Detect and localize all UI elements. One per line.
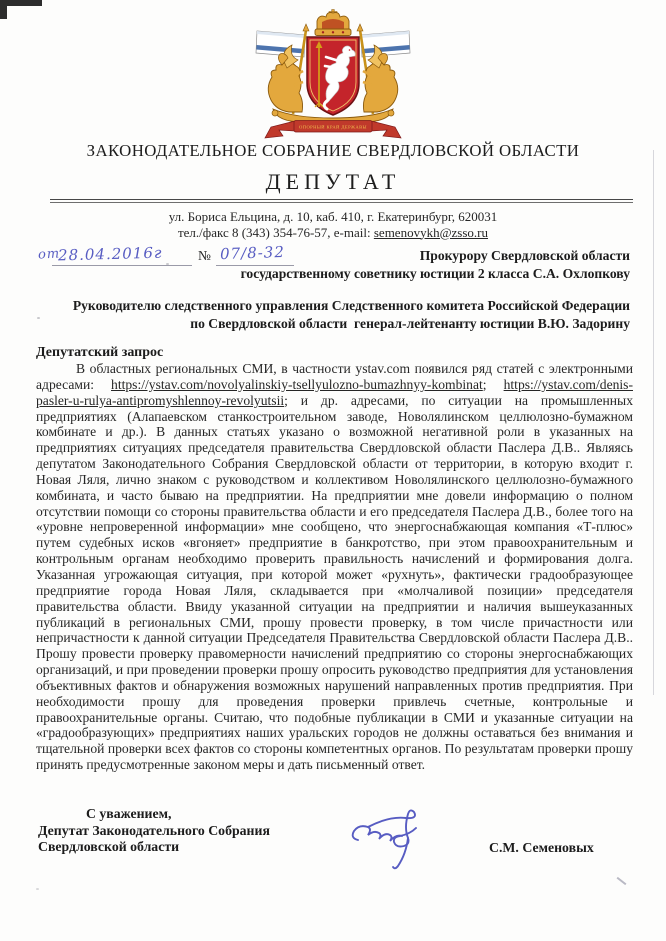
addressee-prosecutor — [240, 247, 630, 282]
signer-name: С.М. Семеновых — [489, 840, 594, 855]
addressee-investigative-committee — [36, 297, 630, 332]
address-line: ул. Бориса Ельцина, д. 10, каб. 410, г. Екатеринбург, 620031 — [168, 209, 498, 224]
motto-text: ОПОРНЫЙ КРАЙ ДЕРЖАВЫ — [299, 124, 367, 130]
email-address: semenovykh@zsso.ru — [373, 224, 489, 240]
body-text-segment: ; — [482, 376, 504, 392]
addressee-line: Прокурору Свердловской области — [419, 248, 630, 263]
organization-name: ЗАКОНОДАТЕЛЬНОЕ СОБРАНИЕ СВЕРДЛОВСКОЙ ОБЛАСТИ — [86, 141, 580, 160]
addressee-line: Руководителю следственного управления Следственного комитета Российской Федерации — [72, 298, 630, 313]
handwritten-date: 28.04.2016г — [57, 243, 163, 265]
flag-right-icon — [361, 31, 410, 57]
shield — [307, 37, 359, 115]
addressee-line: по Свердловской области генерал-лейтенанту юстиции В.Ю. Задорину — [190, 315, 630, 331]
body-paragraph — [36, 361, 633, 773]
letter-body — [36, 344, 633, 773]
handwritten-from-label: от — [37, 246, 61, 263]
scan-speck — [617, 877, 627, 885]
contact-block — [0, 209, 666, 240]
date-underline — [52, 265, 192, 266]
position-title: ДЕПУТАТ — [265, 169, 401, 194]
handwritten-signature — [344, 804, 444, 874]
document-url: https://ystav.com/denis-pasler-u-rulya-antipromyshlennoy-revolyutsii — [36, 376, 633, 408]
phone-text: тел./факс 8 (343) 354-76-57, e-mail: — [177, 224, 374, 240]
signer-position-line2: Свердловской области — [38, 839, 180, 854]
body-text-segment: В областных региональных СМИ, в частности ystav.com появился ряд статей с электронными адресами: — [36, 361, 633, 392]
flag-left-icon — [256, 31, 305, 57]
letterhead-divider — [50, 199, 633, 203]
sverdlovsk-coat-of-arms-icon — [242, 8, 424, 142]
crown-icon — [315, 10, 351, 36]
body-heading: Депутатский запрос — [36, 345, 164, 360]
closing-block — [38, 806, 270, 856]
scan-speck — [36, 888, 39, 890]
addressee-line: государственному советнику юстиции 2 класса С.А. Охлопкову — [240, 265, 630, 281]
phone-email-line — [0, 225, 666, 241]
scan-corner-artifact — [0, 0, 7, 19]
body-text-segment: ; и др. адресами, по ситуации на промышленных предприятиях (Алапаевском станкостроительном заводе, Новолялинском целлюлозно-бумажном комбинате и др.). В данных статьях указано о возможной негативной роли в указанных на предприятиях ситуациях председателя правительства Свердловской области Паслера Д.В.. Являясь депутатом Законодательного Собрания Свердловской области от территории, в которую входит г. Новая Ляля, лично знаком с руководством и коллективом Новолялинского целлюлозно-бумажного комбината, и часто бываю на предприятии. На предприятии мне довели информацию о полном отсутствии помощи со стороны правительства области и его председателя Паслера Д.В., более того на «уровне непроверенной информации» мне сообщено, что энергоснабжающая компания «Т-плюс» путем судебных исков «вгоняет» предприятие в банкротство, при этом правоохранительным и контрольным органам необходимо проверить правильность начислений и формирования долга. Указанная угрожающая ситуация, при которой может «рухнуть», фактически градообразующее предприятие города Новая Ляля, складывается при «молчаливой позиции» председателя правительства области. Ввиду указанной ситуации на предприятии и наличия вышеуказанных публикаций в региональных СМИ, прошу провести проверку, в том числе причастности или непричастности к данной ситуации Председателя Правительства Свердловской области Паслера Д.В.. Прошу провести проверку правомерности начислений предприятию со стороны энергоснабжающих организаций, и при проведении проверки прошу опросить руководство предприятия для установления объективных фактов и обнаружения возможных нарушений направленных против предприятия. При необходимости прошу для проведения проверки привлечь счетные, контрольные и правоохранительные органы. Считаю, что подобные публикации в СМИ и указанные ситуации на «градообразующих» предприятиях наших уральских городов не должны оставаться без внимания и тщательной проверки всех фактов со стороны компетентных органов. По результатам проверки прошу принять предусмотренные законом меры и дать письменный ответ. — [36, 392, 633, 773]
document-url: https://ystav.com/novolyalinskiy-tsellyulozno-bumazhnyy-kombinat — [111, 376, 483, 392]
number-sign-label: № — [198, 248, 211, 263]
handwritten-number: 07/8-32 — [219, 242, 286, 264]
signer-position-line1: Депутат Законодательного Собрания — [38, 822, 270, 838]
ribbon — [265, 121, 401, 139]
salutation: С уважением, — [86, 806, 172, 821]
